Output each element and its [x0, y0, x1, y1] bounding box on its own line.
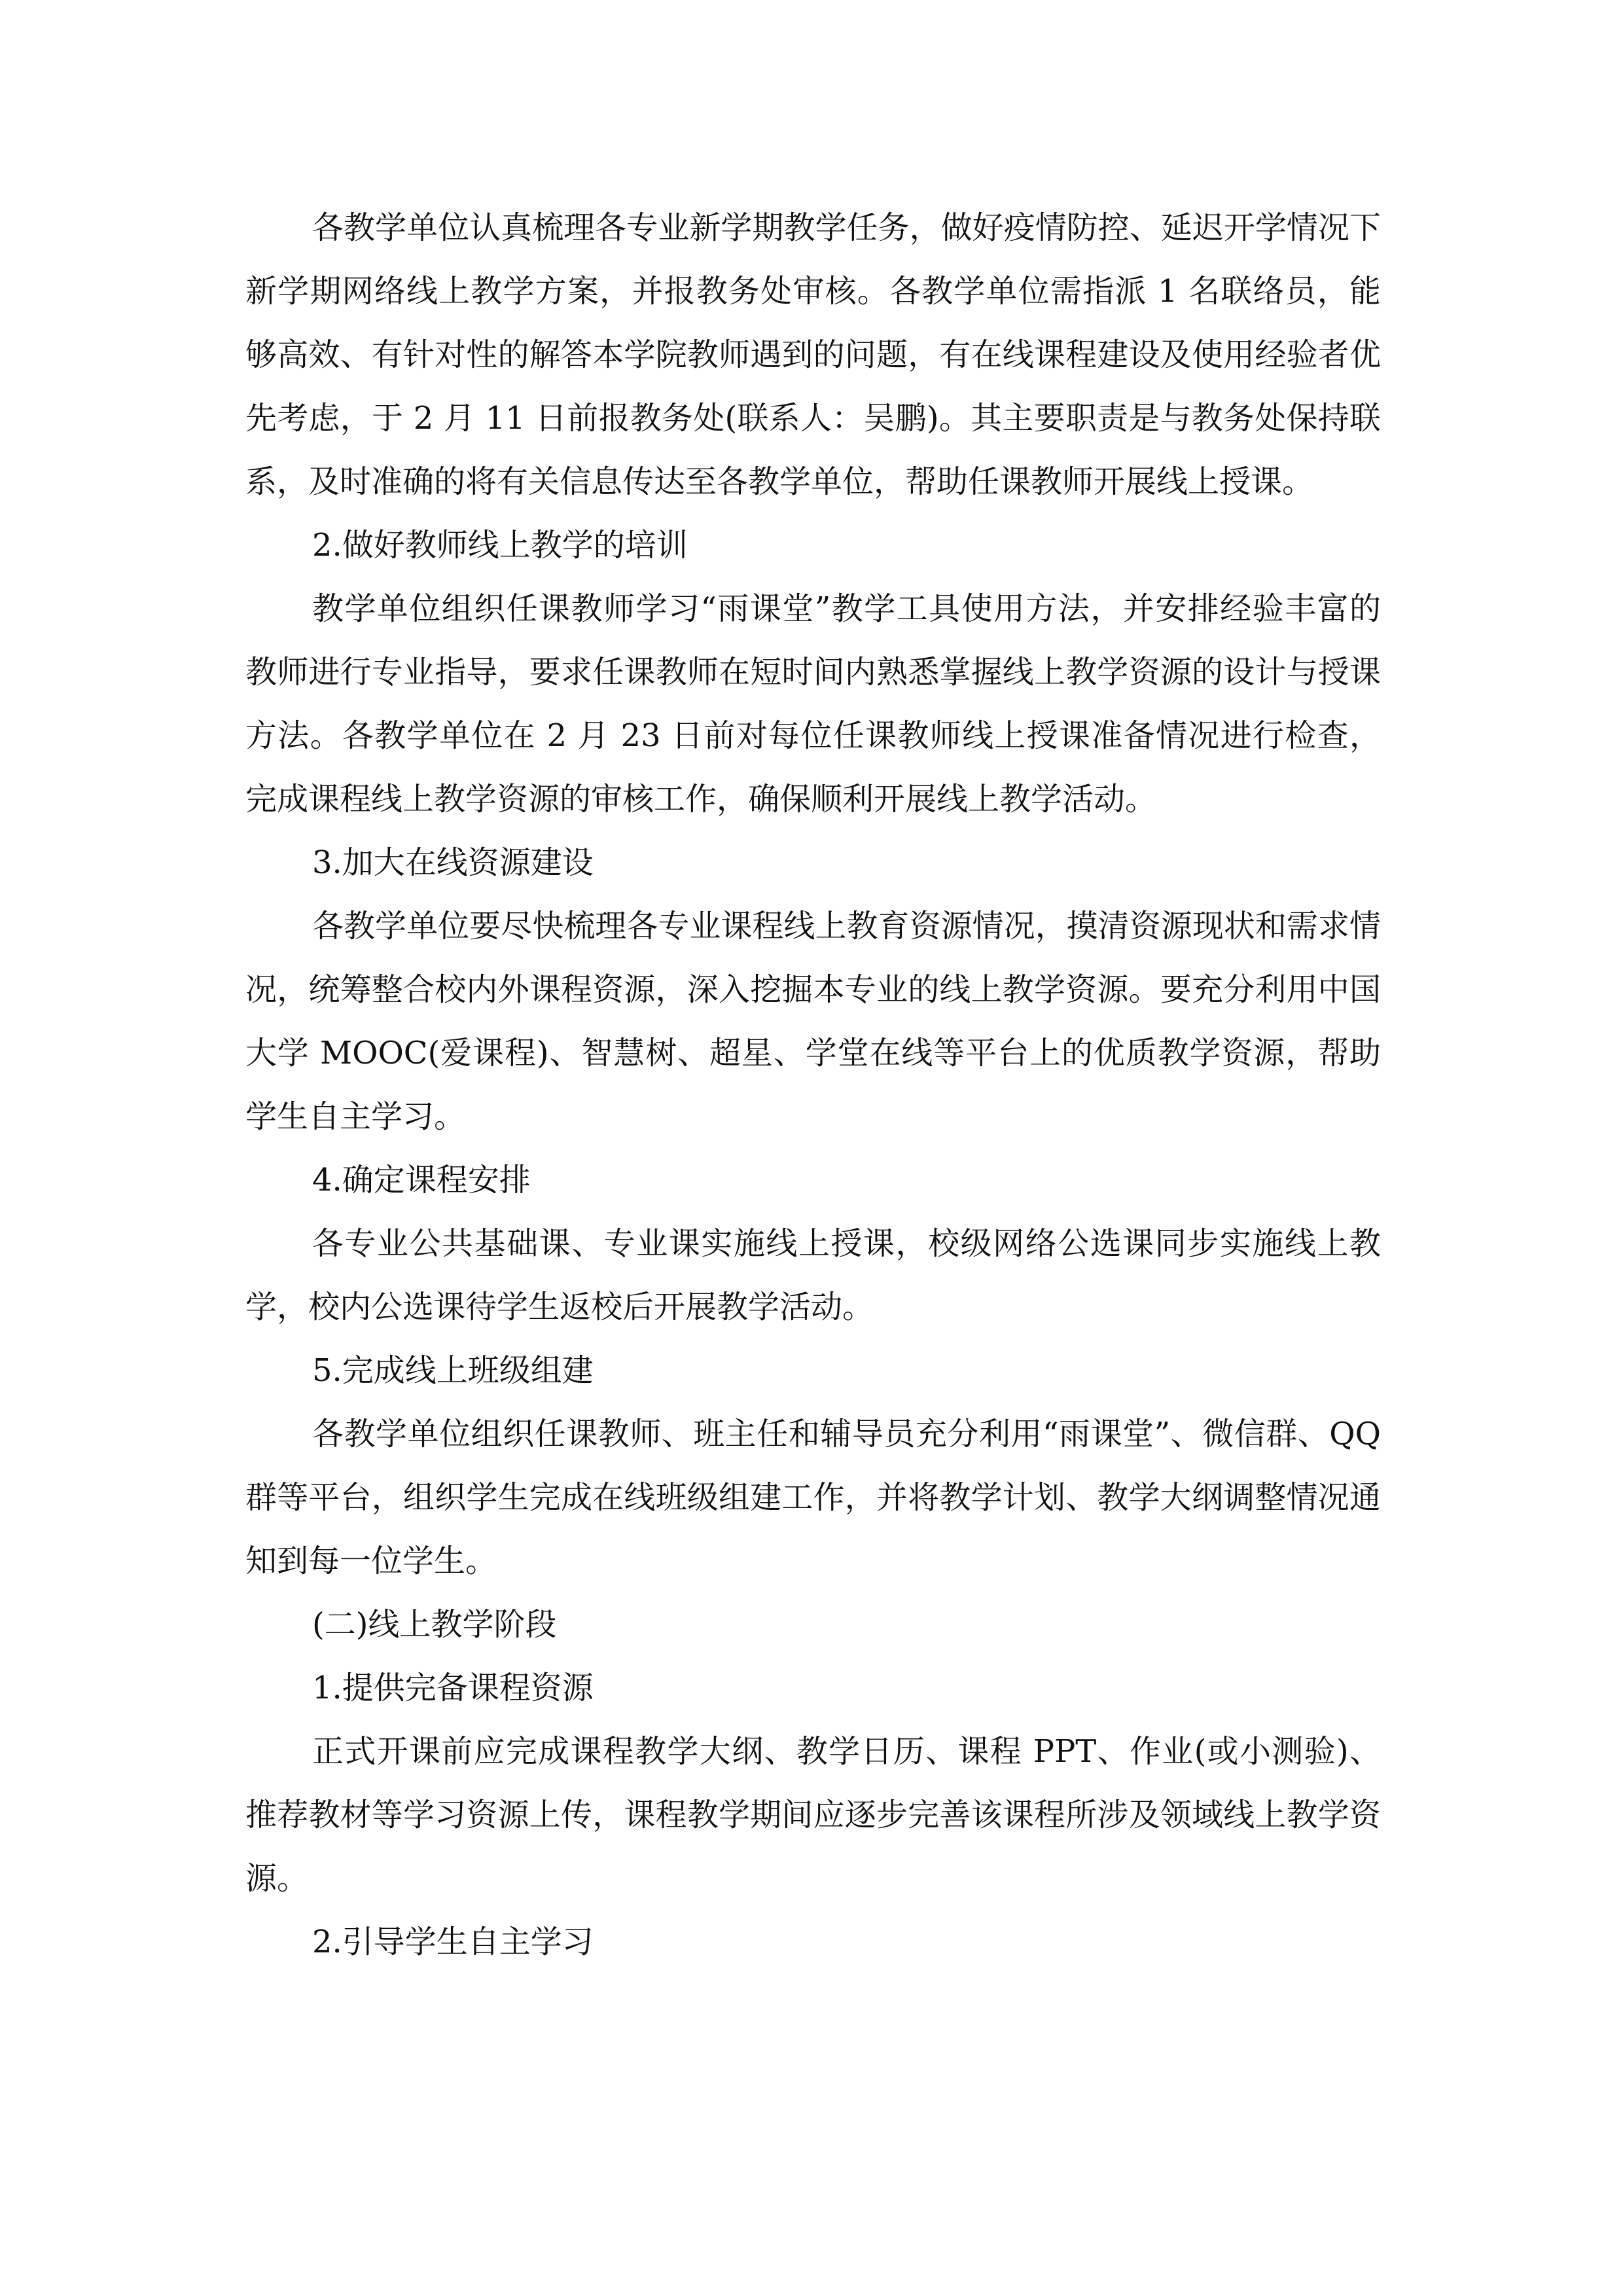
paragraph-course-resources: 正式开课前应完成课程教学大纲、教学日历、课程 PPT、作业(或小测验)、推荐教材等学习资源上传，课程教学期间应逐步完善该课程所涉及领域线上教学资源。 — [245, 1733, 1381, 1897]
paragraph-online-class-setup: 各教学单位组织任课教师、班主任和辅导员充分利用“雨课堂”、微信群、QQ 群等平台，组织学生完成在线班级组建工作，并将教学计划、教学大纲调整情况通知到每一位学生。 — [245, 1416, 1381, 1579]
heading-online-teaching-stage: (二)线上教学阶段 — [312, 1606, 557, 1643]
heading-course-arrangement: 4.确定课程安排 — [312, 1162, 531, 1198]
paragraph-liaison: 各教学单位认真梳理各专业新学期教学任务，做好疫情防控、延迟开学情况下新学期网络线上教学方案，并报教务处审核。各教学单位需指派 1 名联络员，能够高效、有针对性的解答本学院教师遇到的问题，有在线课程建设及使用经验者优先考虑，于 2 月 11 日前报教务处(联系人：吴鹏)。其主要职责是与教务处保持联系，及时准确的将有关信息传达至各教学单位，帮助任课教师开展线上授课。 — [245, 209, 1381, 500]
heading-online-resources: 3.加大在线资源建设 — [312, 844, 594, 881]
paragraph-online-resources: 各教学单位要尽快梳理各专业课程线上教育资源情况，摸清资源现状和需求情况，统筹整合校内外课程资源，深入挖掘本专业的线上教学资源。要充分利用中国大学 MOOC(爱课程)、智慧树、超星、学堂在线等平台上的优质教学资源，帮助学生自主学习。 — [245, 908, 1381, 1135]
heading-course-resources: 1.提供完备课程资源 — [312, 1670, 594, 1706]
paragraph-teacher-training: 教学单位组织任课教师学习“雨课堂”教学工具使用方法，并安排经验丰富的教师进行专业指导，要求任课教师在短时间内熟悉掌握线上教学资源的设计与授课方法。各教学单位在 2 月 23 日前对每位任课教师线上授课准备情况进行检查，完成课程线上教学资源的审核工作，确保顺利开展线上教学活动。 — [245, 590, 1381, 817]
heading-self-study: 2.引导学生自主学习 — [312, 1924, 594, 1960]
heading-teacher-training: 2.做好教师线上教学的培训 — [312, 527, 688, 564]
heading-online-class-setup: 5.完成线上班级组建 — [312, 1352, 594, 1389]
document-body — [245, 196, 1381, 1974]
paragraph-course-arrangement: 各专业公共基础课、专业课实施线上授课，校级网络公选课同步实施线上教学，校内公选课待学生返校后开展教学活动。 — [245, 1225, 1381, 1325]
